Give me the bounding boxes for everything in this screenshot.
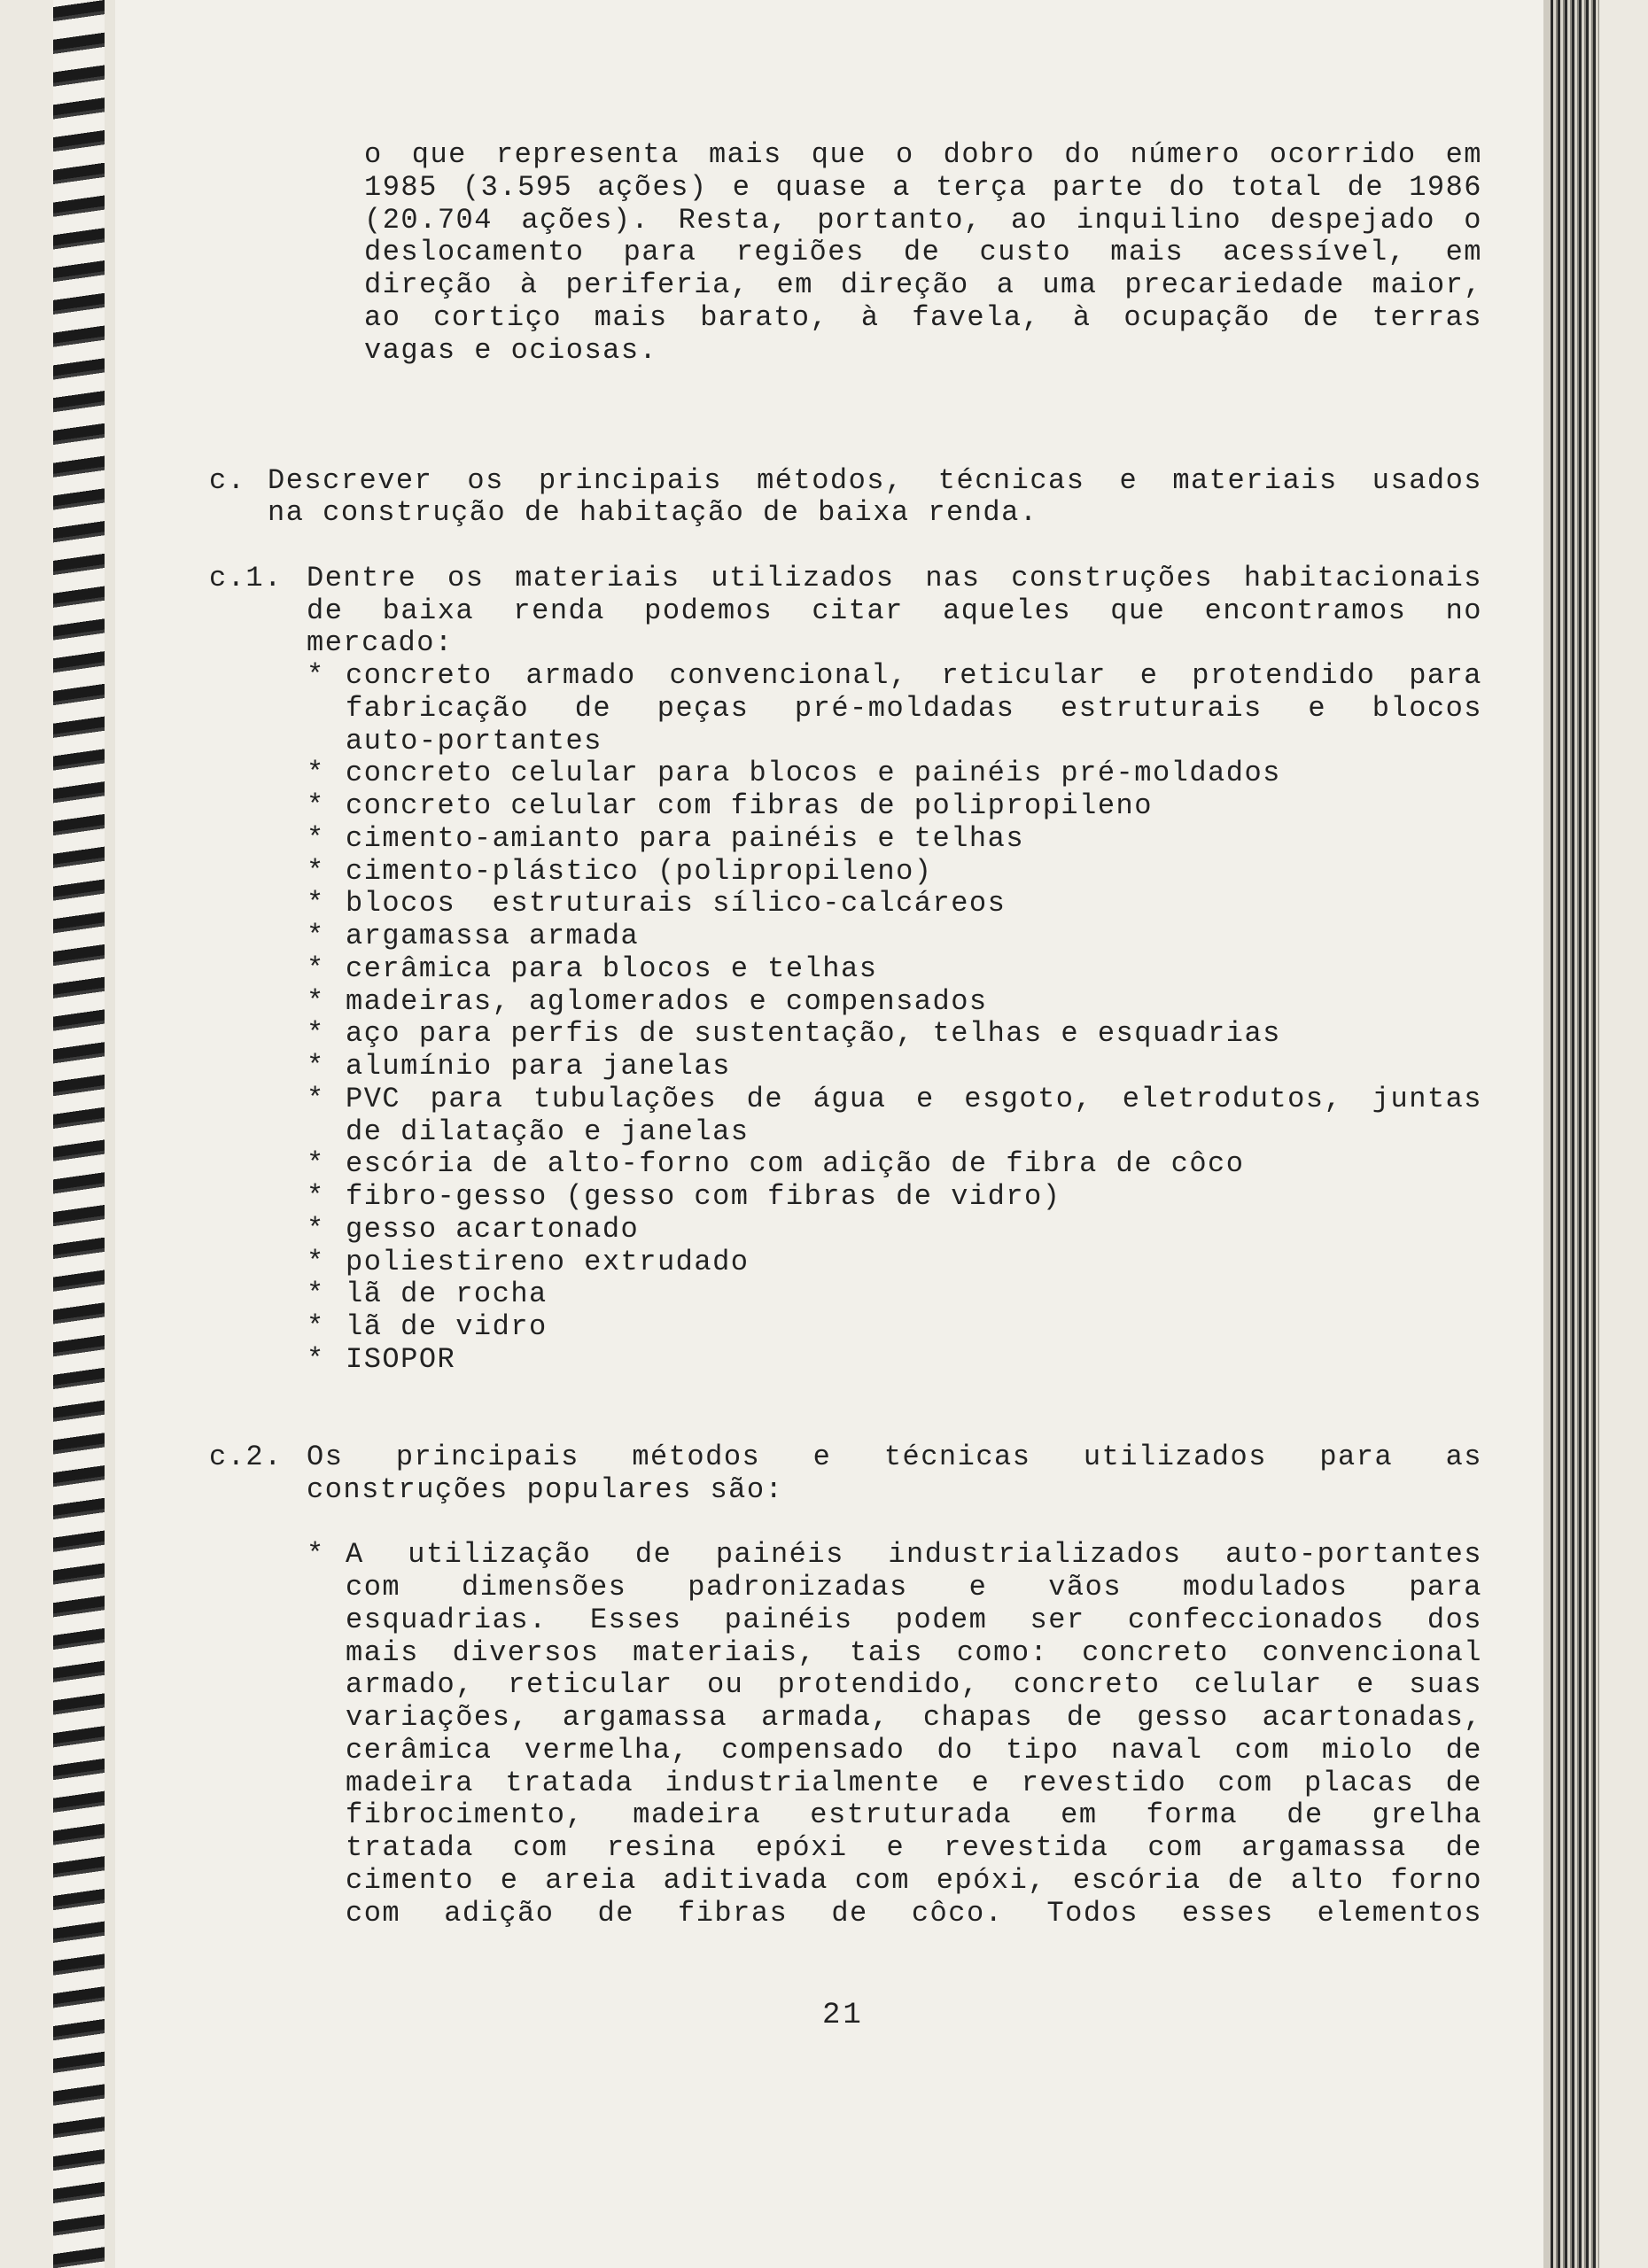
page-number: 21 bbox=[822, 1999, 864, 2032]
section-c-line: na construção de habitação de baixa renda. bbox=[268, 496, 1038, 530]
bullet-asterisk: * bbox=[307, 887, 325, 920]
bullet-asterisk: * bbox=[307, 659, 325, 692]
section-marker-c2: c.2. bbox=[209, 1441, 283, 1473]
bullet-asterisk: * bbox=[307, 951, 325, 985]
paragraph-line: (20.704 ações). Resta, portanto, ao inquilino despejado o bbox=[364, 203, 1482, 237]
bullet-asterisk: * bbox=[307, 789, 325, 822]
bullet-asterisk: * bbox=[307, 1342, 325, 1376]
list-item: cerâmica para blocos e telhas bbox=[346, 951, 878, 985]
page-edge-shadow bbox=[1543, 0, 1551, 2268]
list-item: lã de rocha bbox=[346, 1278, 548, 1311]
list-item: gesso acartonado bbox=[346, 1212, 640, 1246]
list-item: lã de vidro bbox=[346, 1310, 548, 1343]
list-item: concreto celular para blocos e painéis pré-moldados bbox=[346, 757, 1281, 790]
list-item: de dilatação e janelas bbox=[346, 1115, 750, 1148]
list-item-line: A utilização de painéis industrializados auto-portantes bbox=[346, 1538, 1482, 1572]
paragraph-line: o que representa mais que o dobro do número ocorrido em bbox=[364, 138, 1482, 171]
list-item: poliestireno extrudado bbox=[346, 1245, 750, 1278]
document-page bbox=[53, 0, 1599, 2268]
bullet-asterisk: * bbox=[307, 1245, 325, 1278]
list-item: fabricação de peças pré-moldadas estruturais e blocos bbox=[346, 691, 1482, 725]
list-item: escória de alto-forno com adição de fibra de côco bbox=[346, 1147, 1245, 1181]
list-item: PVC para tubulações de água e esgoto, eletrodutos, juntas bbox=[346, 1082, 1482, 1115]
paragraph-line: deslocamento para regiões de custo mais acessível, em bbox=[364, 236, 1482, 269]
list-item-line: mais diversos materiais, tais como: concreto convencional bbox=[346, 1635, 1482, 1669]
section-c-line: Descrever os principais métodos, técnicas e materiais usados bbox=[268, 463, 1482, 497]
list-item-line: variações, argamassa armada, chapas de gesso acartonadas, bbox=[346, 1701, 1482, 1734]
section-c2-line: construções populares são: bbox=[307, 1472, 784, 1506]
bullet-asterisk: * bbox=[307, 821, 325, 855]
list-item-line: tratada com resina epóxi e revestida com argamassa de bbox=[346, 1831, 1482, 1864]
page-margin-strip bbox=[105, 0, 115, 2268]
paragraph-line: direção à periferia, em direção a uma precariedade maior, bbox=[364, 268, 1482, 301]
list-item-line: com adição de fibras de côco. Todos esses elementos bbox=[346, 1896, 1482, 1930]
bullet-asterisk: * bbox=[307, 920, 325, 952]
list-item-line: com dimensões padronizadas e vãos modulados para bbox=[346, 1571, 1482, 1604]
list-item-line: fibrocimento, madeira estruturada em forma de grelha bbox=[346, 1798, 1482, 1832]
list-item: auto-portantes bbox=[346, 724, 602, 757]
list-item: cimento-plástico (polipropileno) bbox=[346, 854, 933, 888]
page-stack-edge bbox=[1551, 0, 1599, 2268]
paragraph-line: vagas e ociosas. bbox=[364, 333, 658, 367]
list-item: blocos estruturais sílico-calcáreos bbox=[346, 887, 1007, 920]
paragraph-line: 1985 (3.595 ações) e quase a terça parte do total de 1986 bbox=[364, 170, 1482, 204]
section-c2-line: Os principais métodos e técnicas utilizados para as bbox=[307, 1441, 1482, 1473]
list-item: aço para perfis de sustentação, telhas e esquadrias bbox=[346, 1017, 1281, 1051]
bullet-asterisk: * bbox=[307, 1050, 325, 1083]
list-item: fibro-gesso (gesso com fibras de vidro) bbox=[346, 1180, 1061, 1213]
list-item: madeiras, aglomerados e compensados bbox=[346, 984, 988, 1018]
section-c1-line: de baixa renda podemos citar aqueles que encontramos no bbox=[307, 594, 1482, 627]
bullet-asterisk: * bbox=[307, 1310, 325, 1343]
bullet-asterisk: * bbox=[307, 1147, 325, 1181]
list-item-line: madeira tratada industrialmente e revestido com placas de bbox=[346, 1766, 1482, 1799]
bullet-asterisk: * bbox=[307, 1017, 325, 1051]
list-item-line: cerâmica vermelha, compensado do tipo naval com miolo de bbox=[346, 1733, 1482, 1767]
bullet-asterisk: * bbox=[307, 854, 325, 888]
bullet-asterisk: * bbox=[307, 1082, 325, 1115]
bullet-asterisk: * bbox=[307, 1278, 325, 1311]
paragraph-line: ao cortiço mais barato, à favela, à ocupação de terras bbox=[364, 300, 1482, 334]
list-item: concreto armado convencional, reticular e protendido para bbox=[346, 659, 1482, 692]
list-item: concreto celular com fibras de polipropileno bbox=[346, 789, 1153, 822]
list-item-line: esquadrias. Esses painéis podem ser confeccionados dos bbox=[346, 1603, 1482, 1636]
bullet-asterisk: * bbox=[307, 1180, 325, 1213]
section-marker-c: c. bbox=[209, 463, 246, 497]
list-item: argamassa armada bbox=[346, 920, 640, 952]
bullet-asterisk: * bbox=[307, 757, 325, 790]
list-item: ISOPOR bbox=[346, 1342, 456, 1376]
list-item-line: armado, reticular ou protendido, concreto celular e suas bbox=[346, 1668, 1482, 1702]
bullet-asterisk: * bbox=[307, 1538, 325, 1572]
bullet-asterisk: * bbox=[307, 1212, 325, 1246]
list-item-line: cimento e areia aditivada com epóxi, escória de alto forno bbox=[346, 1863, 1482, 1897]
list-item: alumínio para janelas bbox=[346, 1050, 731, 1083]
bullet-asterisk: * bbox=[307, 984, 325, 1018]
section-c1-line: mercado: bbox=[307, 626, 454, 660]
section-marker-c1: c.1. bbox=[209, 561, 283, 594]
list-item: cimento-amianto para painéis e telhas bbox=[346, 821, 1025, 855]
section-c1-line: Dentre os materiais utilizados nas construções habitacionais bbox=[307, 561, 1482, 594]
